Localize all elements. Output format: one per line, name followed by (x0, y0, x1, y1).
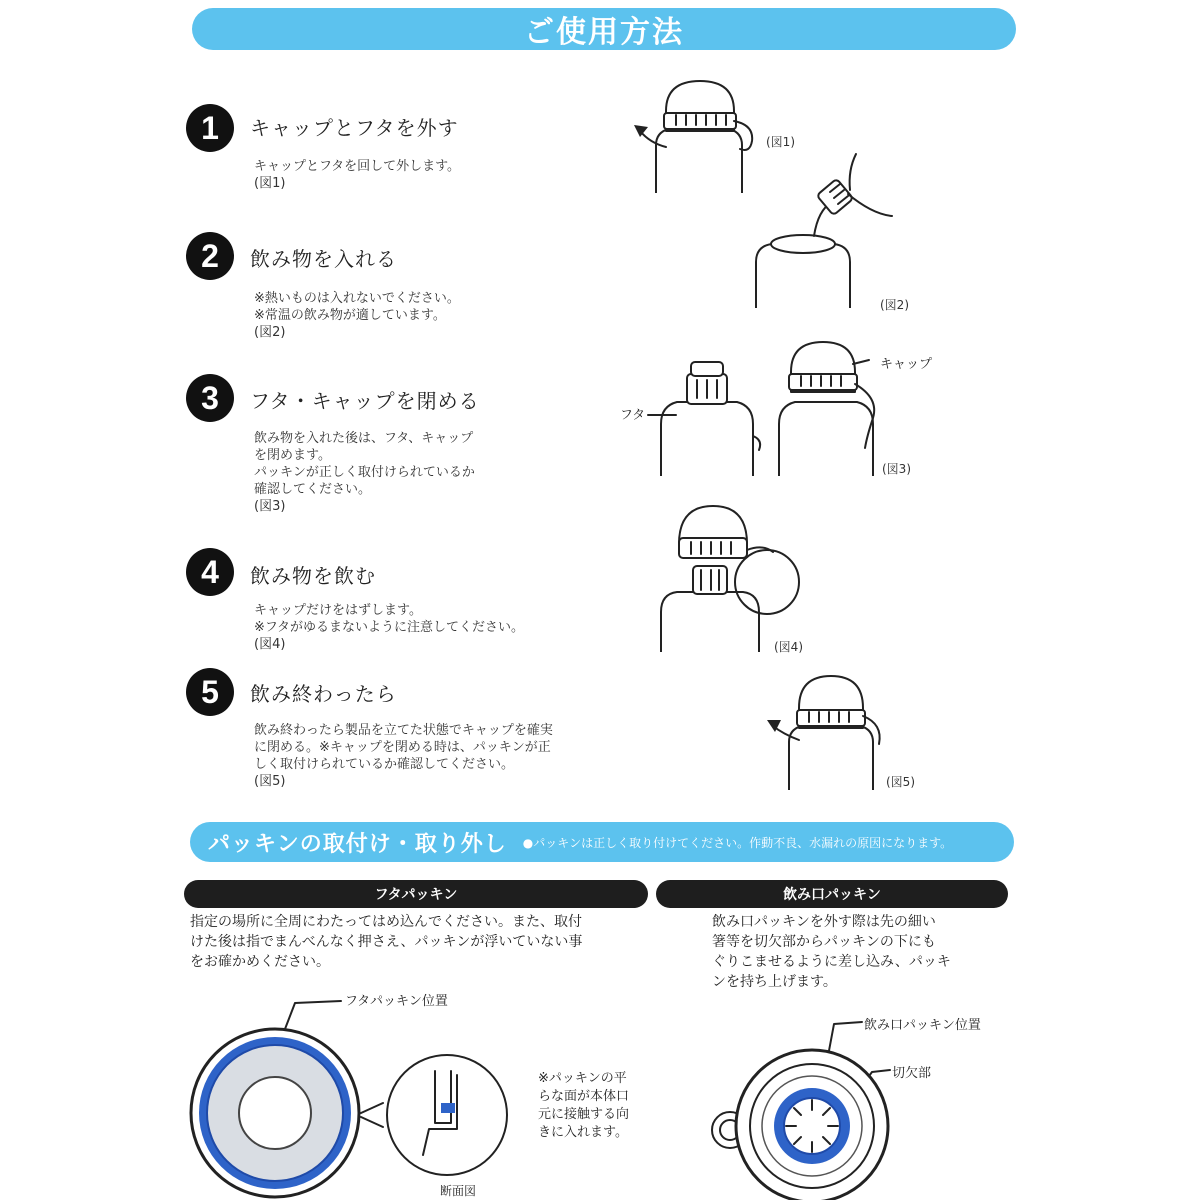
mouth-packing-diagram (700, 1010, 900, 1200)
step-1-number: 1 (186, 104, 234, 152)
packing-title: パッキンの取付け・取り外し (208, 831, 507, 857)
step-2-number: 2 (186, 232, 234, 280)
figure-1-illustration (620, 75, 770, 200)
figure-5-illustration (765, 672, 905, 792)
packing-banner (190, 822, 1014, 862)
notch-label: 切欠部 (892, 1066, 932, 1081)
step-3-number: 3 (186, 374, 234, 422)
step-1-body: キャップとフタを回して外します。 (図1) (254, 159, 461, 191)
figure-3-illustration (655, 340, 885, 480)
figure-4-label: (図4) (774, 640, 803, 654)
step-3-title: フタ・キャップを閉める (250, 389, 480, 413)
figure-2-illustration (752, 150, 902, 310)
page-title: ご使用方法 (524, 15, 684, 50)
lid-packing-side-note: ※パッキンの平 らな面が本体口 元に接触する向 きに入れます。 (538, 1071, 630, 1140)
figure-2-label: (図2) (880, 298, 909, 312)
step-2-title: 飲み物を入れる (250, 247, 397, 271)
lid-callout-label: フタ (620, 408, 646, 423)
step-5-body: 飲み終わったら製品を立てた状態でキャップを確実 に閉める。※キャップを閉める時は、パッキンが正 しく取付けられているか確認してください。 (図5) (254, 723, 553, 789)
header-banner (192, 8, 1016, 50)
lid-packing-diagram (185, 995, 545, 1195)
lid-packing-header-text: フタパッキン (374, 887, 458, 903)
step-5-title: 飲み終わったら (250, 682, 397, 706)
step-4-number: 4 (186, 548, 234, 596)
lid-packing-position-label: フタパッキン位置 (345, 994, 448, 1009)
step-4-body: キャップだけをはずします。 ※フタがゆるまないように注意してください。 (図4) (254, 603, 524, 652)
figure-5-label: (図5) (886, 775, 915, 789)
mouth-packing-header (656, 880, 1008, 908)
packing-note: ●パッキンは正しく取り付けてください。作動不良、水漏れの原因になります。 (522, 835, 953, 850)
lid-packing-text: 指定の場所に全周にわたってはめ込んでください。また、取付 けた後は指でまんべんなく押さえ、パッキンが浮いていない事 をお確かめください。 (190, 914, 583, 970)
figure-4-illustration (655, 500, 805, 655)
step-1-title: キャップとフタを外す (250, 116, 459, 140)
mouth-packing-text: 飲み口パッキンを外す際は先の細い 箸等を切欠部からパッキンの下にも ぐりこませるように差し込み、パッキ ンを持ち上げます。 (712, 914, 951, 990)
lid-callout-line (648, 412, 678, 418)
step-2-body: ※熱いものは入れないでください。 ※常温の飲み物が適しています。 (図2) (254, 291, 460, 340)
step-4-title: 飲み物を飲む (250, 564, 376, 588)
mouth-packing-header-text: 飲み口パッキン (783, 887, 881, 903)
step-3-body: 飲み物を入れた後は、フタ、キャップ を閉めます。 パッキンが正しく取付けられているか 確認してください。 (図3) (254, 431, 475, 514)
cap-callout-label: キャップ (880, 357, 933, 372)
step-5-number: 5 (186, 668, 234, 716)
section-view-label: 断面図 (440, 1184, 477, 1198)
lid-packing-header (184, 880, 648, 908)
figure-3-label: (図3) (882, 462, 911, 476)
figure-1-label: (図1) (766, 135, 795, 149)
mouth-packing-position-label: 飲み口パッキン位置 (864, 1018, 981, 1033)
